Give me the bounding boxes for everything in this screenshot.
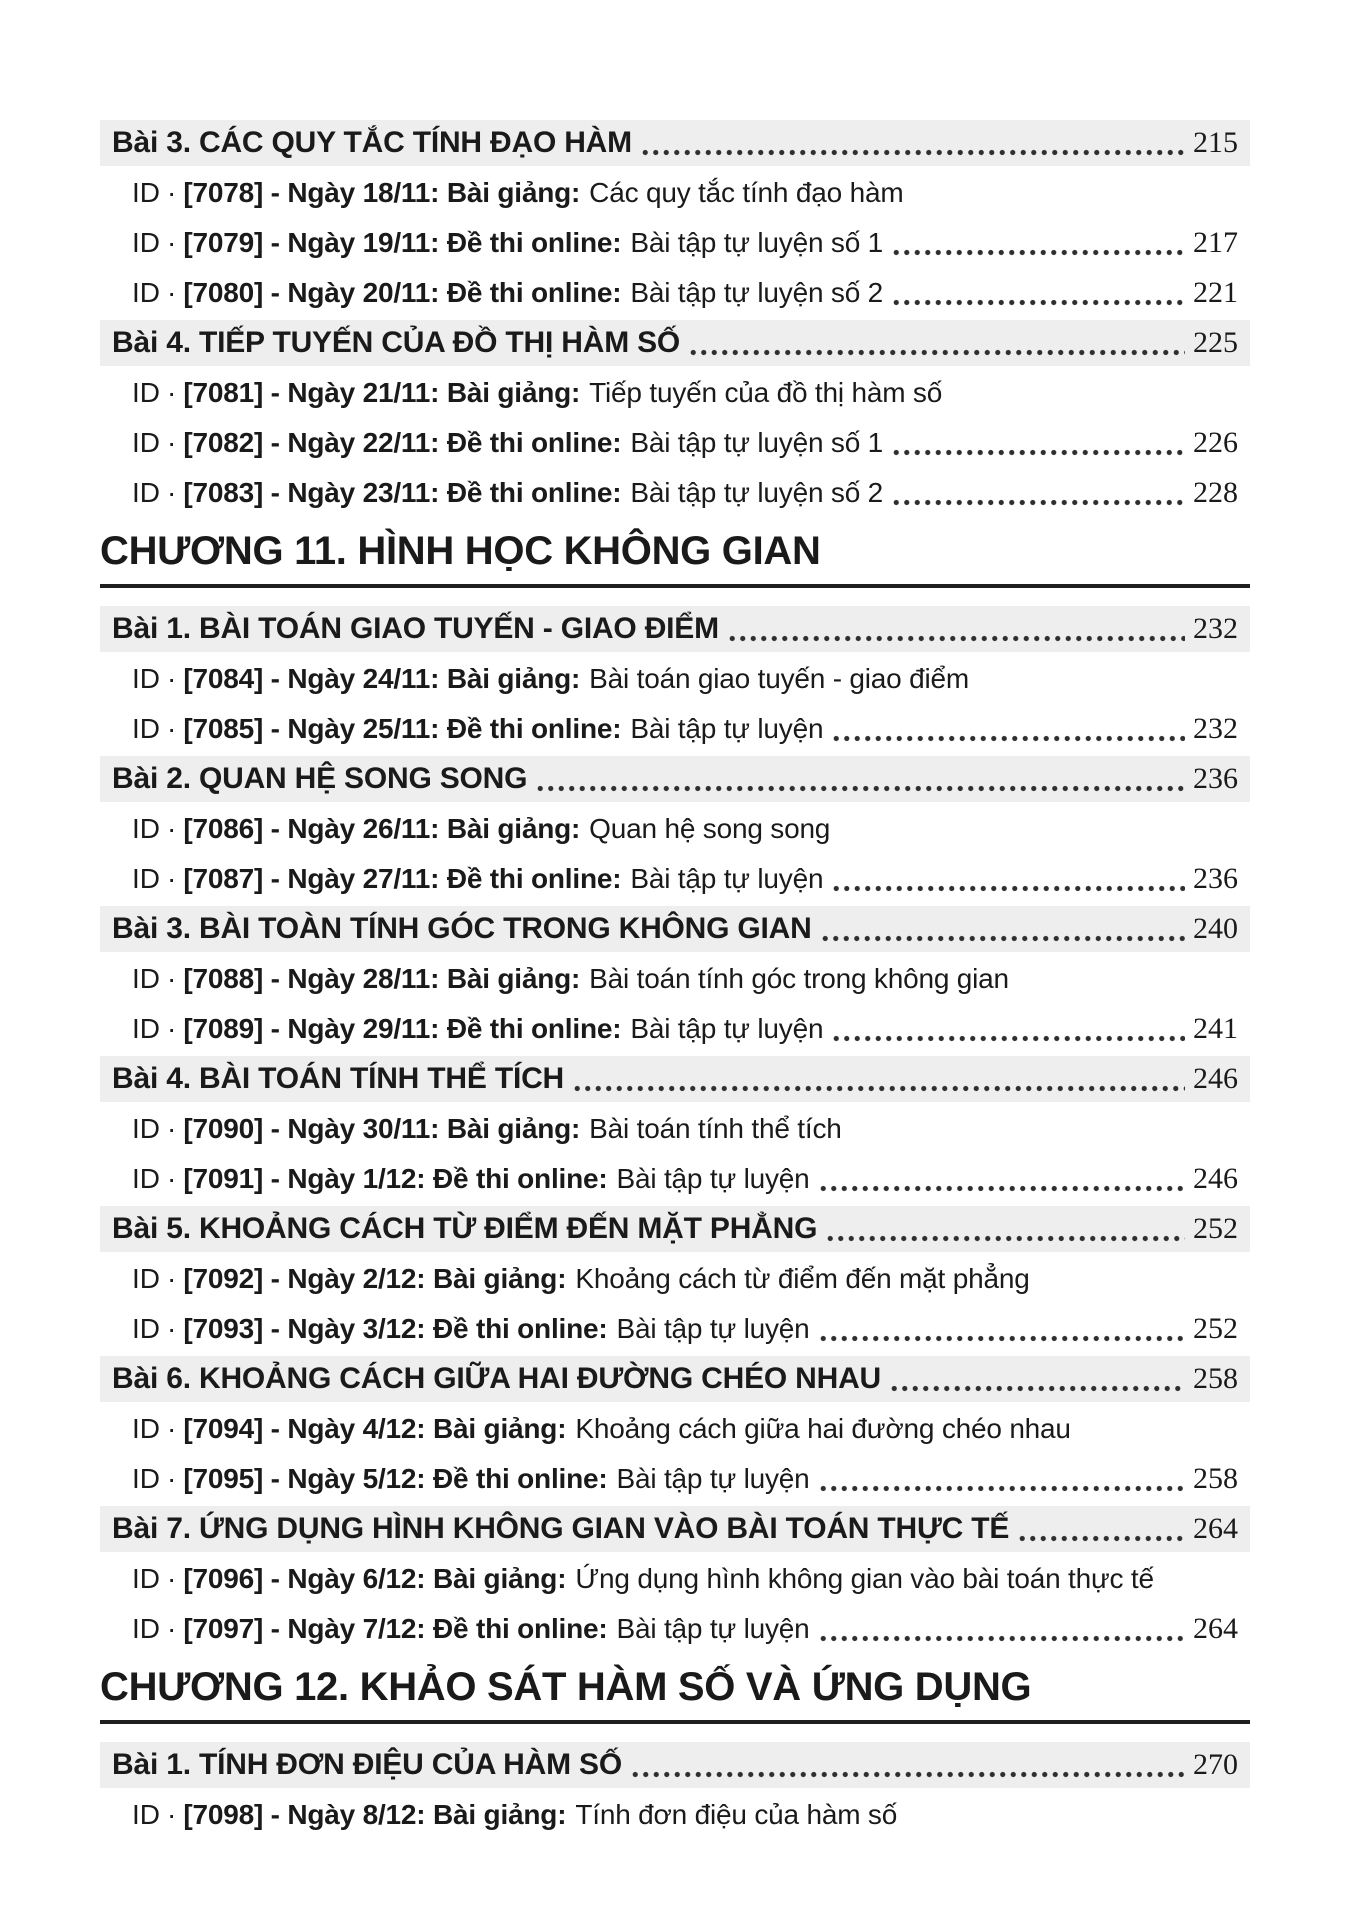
dotted-leader [891,499,1185,506]
toc-section-row [100,606,1250,652]
dotted-leader [688,349,1185,356]
section-title: Bài 3. CÁC QUY TẮC TÍNH ĐẠO HÀM [112,126,632,159]
item-code-date-label: [7096] - Ngày 6/12: Bài giảng: [183,1563,567,1594]
toc-item-row [100,1106,1250,1152]
item-description: Bài tập tự luyện [630,1013,824,1044]
dotted-leader [727,635,1185,642]
item-code-date-label: [7084] - Ngày 24/11: Bài giảng: [183,663,581,694]
item-description: Bài tập tự luyện [630,863,824,894]
item-id-label: ID [132,863,160,894]
item-description: Bài tập tự luyện [616,1613,810,1644]
toc-item-row [100,1256,1250,1302]
toc-section-row [100,1056,1250,1102]
section-title: Bài 3. BÀI TOÀN TÍNH GÓC TRONG KHÔNG GIAN [112,912,812,945]
dotted-leader [891,449,1185,456]
item-code-date-label: [7081] - Ngày 21/11: Bài giảng: [183,377,581,408]
item-description: Bài tập tự luyện số 2 [630,477,884,508]
chapter-underline [100,1720,1250,1724]
item-description: Ứng dụng hình không gian vào bài toán thực tế [575,1563,1154,1594]
toc-item-row [100,370,1250,416]
item-code-date-label: [7087] - Ngày 27/11: Đề thi online: [183,863,622,894]
chapter-underline [100,584,1250,588]
item-description: Tính đơn điệu của hàm số [575,1799,898,1830]
toc-section-row [100,1206,1250,1252]
item-id-separator: · [167,1263,177,1294]
item-description: Bài toán giao tuyến - giao điểm [589,663,969,694]
page-number: 264 [1193,1612,1238,1645]
page-number: 241 [1193,1012,1238,1045]
section-title: Bài 1. BÀI TOÁN GIAO TUYẾN - GIAO ĐIỂM [112,612,719,645]
item-id-separator: · [167,1013,177,1044]
toc-section-row [100,756,1250,802]
item-id-label: ID [132,177,160,208]
chapter-title: CHƯƠNG 12. KHẢO SÁT HÀM SỐ VÀ ỨNG DỤNG [100,1665,1032,1709]
toc-item-row [100,1456,1250,1502]
toc-item-row [100,706,1250,752]
section-title: Bài 1. TÍNH ĐƠN ĐIỆU CỦA HÀM SỐ [112,1748,622,1781]
chapter-heading-block [100,520,1250,588]
page-number: 215 [1193,126,1238,159]
item-code-date-label: [7089] - Ngày 29/11: Đề thi online: [183,1013,622,1044]
item-id-separator: · [167,177,177,208]
toc-item-row [100,956,1250,1002]
item-id-separator: · [167,863,177,894]
dotted-leader [640,149,1185,156]
dotted-leader [831,1035,1185,1042]
item-id-label: ID [132,1563,160,1594]
page-number: 232 [1193,612,1238,645]
item-description: Bài tập tự luyện số 1 [630,427,884,458]
item-description: Tiếp tuyến của đồ thị hàm số [589,377,943,408]
item-id-label: ID [132,1163,160,1194]
dotted-leader [818,1185,1185,1192]
item-id-separator: · [167,1799,177,1830]
dotted-leader [891,299,1185,306]
item-id-label: ID [132,1799,160,1830]
toc-item-row [100,1556,1250,1602]
item-id-separator: · [167,1463,177,1494]
dotted-leader [535,785,1185,792]
item-code-date-label: [7093] - Ngày 3/12: Đề thi online: [183,1313,608,1344]
toc-item-row [100,1606,1250,1652]
item-code-date-label: [7088] - Ngày 28/11: Bài giảng: [183,963,581,994]
toc-section-row [100,120,1250,166]
section-title: Bài 4. BÀI TOÁN TÍNH THỂ TÍCH [112,1062,565,1095]
item-code-date-label: [7090] - Ngày 30/11: Bài giảng: [183,1113,581,1144]
item-id-label: ID [132,277,160,308]
page-number: 258 [1193,1462,1238,1495]
dotted-leader [630,1771,1185,1778]
page-number: 225 [1193,326,1238,359]
item-code-date-label: [7098] - Ngày 8/12: Bài giảng: [183,1799,567,1830]
item-description: Bài tập tự luyện [630,713,824,744]
item-code-date-label: [7082] - Ngày 22/11: Đề thi online: [183,427,622,458]
dotted-leader [1017,1535,1185,1542]
page-number: 246 [1193,1062,1238,1095]
item-code-date-label: [7091] - Ngày 1/12: Đề thi online: [183,1163,608,1194]
item-description: Khoảng cách giữa hai đường chéo nhau [575,1413,1071,1444]
item-description: Khoảng cách từ điểm đến mặt phẳng [575,1263,1030,1294]
toc-section-row [100,1506,1250,1552]
page-number: 240 [1193,912,1238,945]
item-description: Bài toán tính góc trong không gian [589,963,1009,994]
dotted-leader [820,935,1185,942]
dotted-leader [831,885,1185,892]
dotted-leader [831,735,1185,742]
toc-item-row [100,170,1250,216]
toc-section-row [100,1742,1250,1788]
section-title: Bài 2. QUAN HỆ SONG SONG [112,762,528,795]
item-id-separator: · [167,377,177,408]
page-number: 228 [1193,476,1238,509]
dotted-leader [818,1485,1185,1492]
item-id-separator: · [167,427,177,458]
item-id-label: ID [132,477,160,508]
item-description: Các quy tắc tính đạo hàm [589,177,904,208]
item-id-label: ID [132,1013,160,1044]
dotted-leader [825,1235,1185,1242]
page-number: 236 [1193,762,1238,795]
item-description: Bài tập tự luyện số 1 [630,227,884,258]
item-id-label: ID [132,1113,160,1144]
item-code-date-label: [7080] - Ngày 20/11: Đề thi online: [183,277,622,308]
chapter-heading-block [100,1656,1250,1724]
page-number: 221 [1193,276,1238,309]
item-description: Bài toán tính thể tích [589,1113,842,1144]
toc-item-row [100,1306,1250,1352]
item-id-label: ID [132,1463,160,1494]
section-title: Bài 5. KHOẢNG CÁCH TỪ ĐIỂM ĐẾN MẶT PHẲNG [112,1212,818,1245]
item-description: Bài tập tự luyện [616,1463,810,1494]
toc [100,120,1250,1838]
item-code-date-label: [7085] - Ngày 25/11: Đề thi online: [183,713,622,744]
page-number: 252 [1193,1312,1238,1345]
toc-section-row [100,1356,1250,1402]
toc-item-row [100,856,1250,902]
dotted-leader [572,1085,1185,1092]
page-number: 264 [1193,1512,1238,1545]
toc-item-row [100,806,1250,852]
item-id-label: ID [132,227,160,258]
page-number: 258 [1193,1362,1238,1395]
item-code-date-label: [7083] - Ngày 23/11: Đề thi online: [183,477,622,508]
dotted-leader [891,249,1185,256]
item-code-date-label: [7086] - Ngày 26/11: Bài giảng: [183,813,581,844]
section-title: Bài 4. TIẾP TUYẾN CỦA ĐỒ THỊ HÀM SỐ [112,326,681,359]
item-code-date-label: [7097] - Ngày 7/12: Đề thi online: [183,1613,608,1644]
page-number: 270 [1193,1748,1238,1781]
section-title: Bài 7. ỨNG DỤNG HÌNH KHÔNG GIAN VÀO BÀI TOÁN THỰC TẾ [112,1512,1010,1545]
page-number: 232 [1193,712,1238,745]
item-id-label: ID [132,427,160,458]
item-id-separator: · [167,1313,177,1344]
toc-section-row [100,906,1250,952]
item-id-label: ID [132,813,160,844]
item-id-separator: · [167,277,177,308]
item-id-separator: · [167,1563,177,1594]
item-code-date-label: [7094] - Ngày 4/12: Bài giảng: [183,1413,567,1444]
item-id-separator: · [167,963,177,994]
toc-item-row [100,656,1250,702]
item-description: Bài tập tự luyện [616,1313,810,1344]
item-code-date-label: [7078] - Ngày 18/11: Bài giảng: [183,177,581,208]
item-code-date-label: [7079] - Ngày 19/11: Đề thi online: [183,227,622,258]
item-id-separator: · [167,663,177,694]
toc-item-row [100,1156,1250,1202]
toc-item-row [100,1406,1250,1452]
dotted-leader [818,1635,1185,1642]
section-title: Bài 6. KHOẢNG CÁCH GIỮA HAI ĐƯỜNG CHÉO NHAU [112,1362,882,1395]
toc-item-row [100,220,1250,266]
item-id-separator: · [167,1413,177,1444]
item-id-separator: · [167,713,177,744]
item-id-separator: · [167,227,177,258]
item-id-separator: · [167,813,177,844]
toc-section-row [100,320,1250,366]
item-id-label: ID [132,663,160,694]
page-number: 217 [1193,226,1238,259]
dotted-leader [889,1385,1185,1392]
item-id-label: ID [132,963,160,994]
item-id-label: ID [132,1263,160,1294]
page-number: 236 [1193,862,1238,895]
toc-item-row [100,470,1250,516]
item-description: Quan hệ song song [589,813,831,844]
item-description: Bài tập tự luyện [616,1163,810,1194]
item-code-date-label: [7095] - Ngày 5/12: Đề thi online: [183,1463,608,1494]
item-id-separator: · [167,1163,177,1194]
item-id-label: ID [132,1313,160,1344]
toc-item-row [100,420,1250,466]
toc-item-row [100,1792,1250,1838]
item-id-label: ID [132,1613,160,1644]
page-number: 226 [1193,426,1238,459]
page-number: 252 [1193,1212,1238,1245]
item-id-label: ID [132,377,160,408]
item-id-separator: · [167,1613,177,1644]
item-id-separator: · [167,1113,177,1144]
page-number: 246 [1193,1162,1238,1195]
item-code-date-label: [7092] - Ngày 2/12: Bài giảng: [183,1263,567,1294]
dotted-leader [818,1335,1185,1342]
item-description: Bài tập tự luyện số 2 [630,277,884,308]
chapter-title: CHƯƠNG 11. HÌNH HỌC KHÔNG GIAN [100,529,821,573]
item-id-label: ID [132,713,160,744]
item-id-separator: · [167,477,177,508]
toc-item-row [100,1006,1250,1052]
toc-item-row [100,270,1250,316]
item-id-label: ID [132,1413,160,1444]
